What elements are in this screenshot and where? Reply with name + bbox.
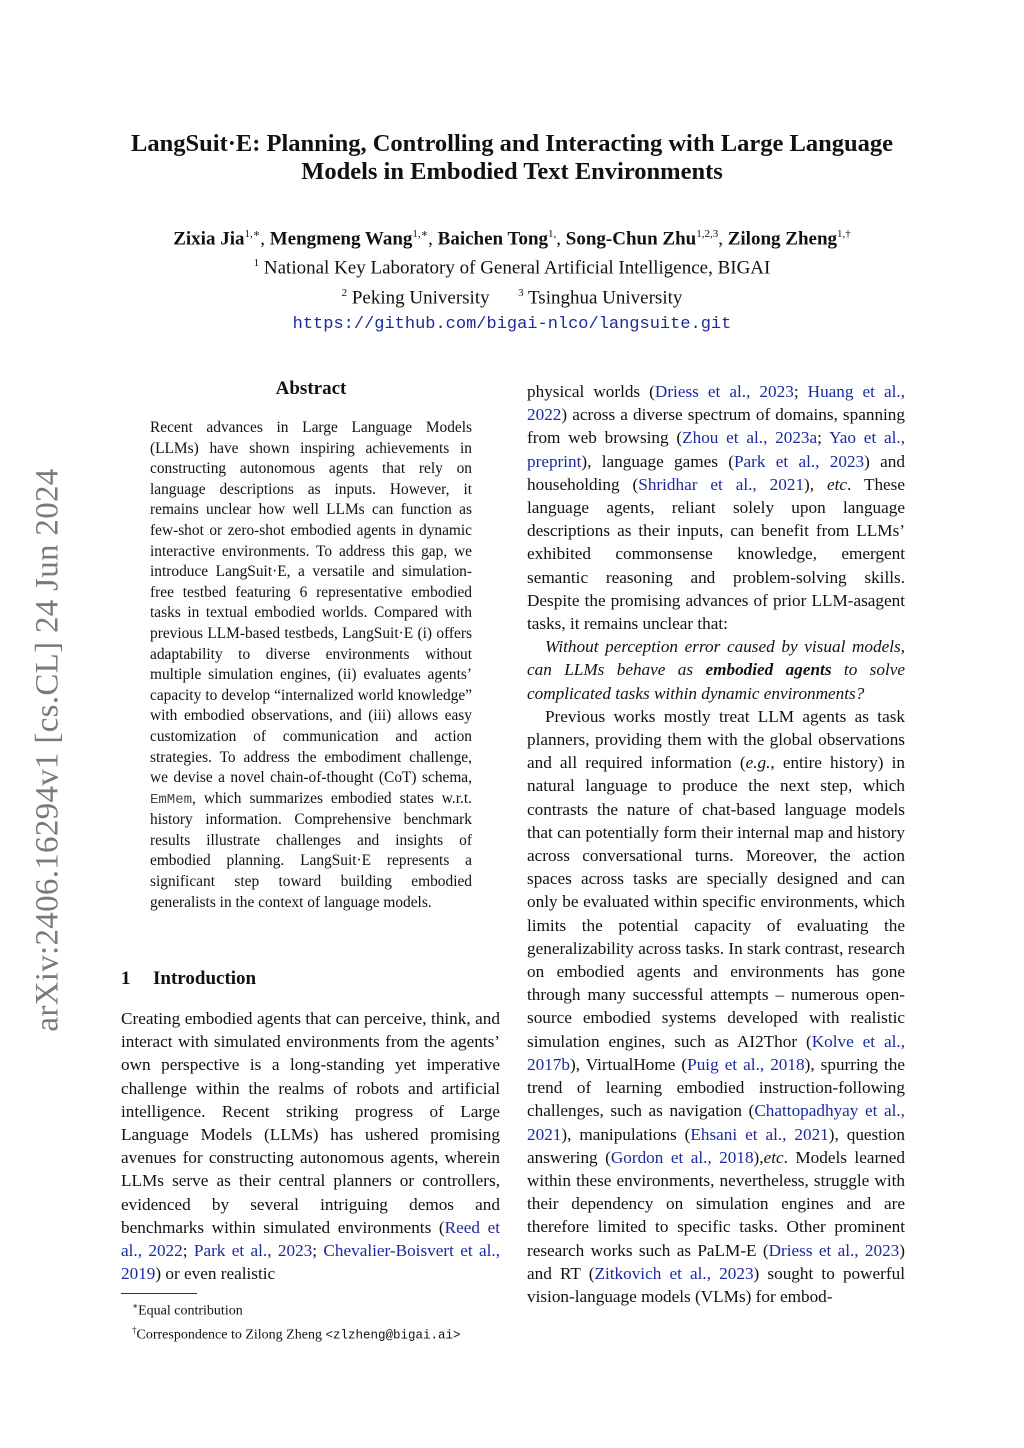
body-text: . These language agents, reliant solely upon language descriptions as their inputs, can benefit from LLMs’ exhibited commonsense knowledge, emergent semantic reasoning and problem-solving skills. Despite the promising advances of prior LLM-asagent tasks, it remains unclear that: xyxy=(527,474,906,634)
footnote-rule xyxy=(121,1293,197,1294)
body-text: ), question answering ( xyxy=(527,1124,905,1167)
research-question xyxy=(527,635,905,705)
author-name: Zilong Zheng xyxy=(727,228,838,250)
author-affil: 1,∗ xyxy=(244,228,261,240)
body-text: ), manipulations ( xyxy=(561,1124,691,1144)
author-name: Song-Chun Zhu xyxy=(565,228,697,250)
footnotes xyxy=(132,1297,460,1345)
affil-marker: 1 xyxy=(253,257,260,270)
paragraph xyxy=(527,705,905,1308)
body-text: Previous works mostly treat LLM agents as task planners, providing them with the global observations and all required information ( xyxy=(527,706,905,773)
paragraph xyxy=(527,380,905,635)
author-affil: 1, xyxy=(548,228,557,240)
affiliation-1 xyxy=(60,251,964,280)
body-text: ; xyxy=(182,1241,194,1261)
body-text: ), VirtualHome ( xyxy=(569,1054,688,1074)
abstract-text: Recent advances in Large Language Models (LLMs) have shown inspiring achievements in constructing autonomous agents that rely on language descriptions as inputs. However, it remains unclear how well LLMs can function as few-shot or zero-shot embodied agents in dynamic interactive environments. To address this gap, we introduce LangSuit·E, a versatile and simulation-free testbed featuring 6 representative embodied tasks in textual embodied worlds. Compared with previous LLM-based testbeds, LangSuit·E (i) offers adaptability to diverse environments without multiple simulation engines, (ii) evaluates agents’ capacity to develop “internalized world knowledge” with embodied observations, and (iii) allows easy customization of communication and action strategies. To address the embodiment challenge, we devise a novel chain-of-thought (CoT) schema, xyxy=(150,419,472,787)
body-text: ), xyxy=(753,1147,764,1167)
affil-text: Peking University xyxy=(351,286,490,308)
body-text: to solve complicated tasks within dynamic environments? xyxy=(527,660,905,703)
email-link[interactable]: <zlzheng@bigai.ai> xyxy=(325,1328,461,1343)
citation-link[interactable]: Reed et al., 2022 xyxy=(121,1217,500,1261)
code-term: EmMem xyxy=(150,791,193,808)
citation-link[interactable]: Zhou et al., 2023a xyxy=(682,428,818,448)
body-text: ) and householding ( xyxy=(527,451,905,494)
body-text: ; xyxy=(793,382,808,401)
affil-text: National Key Laboratory of General Artificial Intelligence, BIGAI xyxy=(263,257,771,279)
author-name: Mengmeng Wang xyxy=(269,228,413,250)
arxiv-id: arXiv:2406.16294v1 [cs.CL] 24 Jun 2024 xyxy=(29,468,66,1032)
emphasis: embodied agents xyxy=(705,660,832,680)
affil-marker: 2 xyxy=(341,286,348,299)
citation-link[interactable]: Zitkovich et al., 2023 xyxy=(594,1263,754,1283)
body-text: ) sought to powerful vision-language models (VLMs) for embod- xyxy=(527,1263,905,1306)
affil-marker: 3 xyxy=(518,286,524,299)
body-text: Creating embodied agents that can perceive, think, and interact with simulated environments from the agents’ own perspective is a long-standing yet imperative challenge within the realms of robots and artificial intelligence. Recent striking progress of Large Language Models (LLMs) has ushered promising avenues for constructing autonomous agents, wherein LLMs serve as their central planners or controllers, evidenced by several intriguing demos and benchmarks within simulated environments ( xyxy=(121,1009,500,1237)
intro-paragraph xyxy=(121,1007,500,1285)
footnote-marker: ∗ xyxy=(132,1301,139,1311)
author-affil: 1,∗ xyxy=(412,228,429,240)
body-text: e.g. xyxy=(745,753,771,773)
body-text: ), xyxy=(804,474,827,494)
abstract-text: , which summarizes embodied states w.r.t. history information. Comprehensive benchmark results illustrate challenges and insights of embodied planning. LangSuit·E represents a significant step toward building embodied generalists in the context of language models. xyxy=(150,789,472,911)
citation-link[interactable]: Puig et al., 2018 xyxy=(687,1054,805,1074)
section-title: Introduction xyxy=(153,968,257,989)
citation-link[interactable]: Ehsani et al., 2021 xyxy=(690,1124,829,1144)
footnote-marker: † xyxy=(132,1324,137,1335)
footnote-text: Correspondence to Zilong Zheng xyxy=(136,1327,326,1343)
footnote-2 xyxy=(132,1321,460,1346)
abstract-heading: Abstract xyxy=(275,378,347,399)
footnote-1 xyxy=(132,1297,460,1321)
body-text: ) and RT ( xyxy=(527,1240,905,1283)
affiliation-2-3 xyxy=(60,281,964,310)
body-text: Without perception error caused by visual models, can LLMs behave as xyxy=(527,637,905,680)
affil-text: Tsinghua University xyxy=(528,286,683,308)
body-text: , entire history) in natural language to produce the next step, which contrasts the nature of chat-based language models that can potentially form their internal map and history across conversational turns. Moreover, the action spaces across tasks are specially designed and can only be evaluated within specific environments, which limits the potential capacity of evaluating the generalizability across tasks. In stark contrast, research on embodied agents and environments has gone through many successful attempts – numerous open-source embodied systems developed with realistic simulation engines, such as AI2Thor ( xyxy=(527,753,905,1051)
citation-link[interactable]: Park et al., 2023 xyxy=(193,1241,313,1261)
citation-link[interactable]: Driess et al., 2023 xyxy=(768,1240,900,1260)
body-text: ) or even realistic xyxy=(155,1264,276,1284)
body-text: . Models learned within these environments, nevertheless, struggle with their dependency on simulation engines and are therefore limited to specific tasks. Other prominent research works such as PaLM-E ( xyxy=(527,1147,905,1260)
body-text: ), spurring the trend of learning embodied instruction-following challenges, such as navigation ( xyxy=(527,1054,905,1121)
body-text: ), language games ( xyxy=(581,451,734,471)
citation-link[interactable]: Shridhar et al., 2021 xyxy=(638,474,805,494)
citation-link[interactable]: Chevalier-Boisvert et al., 2019 xyxy=(121,1241,500,1284)
citation-link[interactable]: Park et al., 2023 xyxy=(733,451,865,471)
body-text: ; xyxy=(817,428,830,448)
author-name: Baichen Tong xyxy=(437,228,549,250)
body-text: etc xyxy=(763,1147,784,1167)
author-name: Zixia Jia xyxy=(173,228,245,250)
body-text: physical worlds ( xyxy=(527,382,655,401)
body-text: etc xyxy=(827,474,848,494)
citation-link[interactable]: Yao et al., preprint xyxy=(527,428,906,471)
author-affil: 1,2,3 xyxy=(696,228,719,240)
footnote-text: Equal contribution xyxy=(138,1303,243,1319)
body-text: ; xyxy=(312,1241,324,1261)
author-affil: 1,† xyxy=(837,228,851,240)
section-number: 1 xyxy=(121,968,131,989)
author-list: Zixia Jia$^{1,∗}$, Mengmeng Wang$^{1,∗}$, Baichen Tong$^{1,}$, Song-Chun Zhu$^{1,2,3}$, Zilong Zheng$^{1,\dagger}$ xyxy=(173,228,851,250)
citation-link[interactable]: Kolve et al., 2017b xyxy=(527,1031,906,1074)
body-text: ) across a diverse spectrum of domains, spanning from web browsing ( xyxy=(527,405,905,448)
section-heading xyxy=(121,968,256,990)
citation-link[interactable]: Huang et al., 2022 xyxy=(527,382,906,425)
paper-title: LangSuit·E: Planning, Controlling and Interacting with Large Language Models in Embodied Text Environments xyxy=(131,130,893,185)
citation-link[interactable]: Gordon et al., 2018 xyxy=(610,1147,754,1167)
author-block xyxy=(60,222,964,337)
right-column xyxy=(527,380,905,1308)
citation-link[interactable]: Driess et al., 2023 xyxy=(654,382,794,401)
repo-link[interactable]: https://github.com/bigai-nlco/langsuite.git xyxy=(292,314,732,334)
citation-link[interactable]: Chattopadhyay et al., 2021 xyxy=(527,1101,905,1144)
abstract-body xyxy=(150,418,472,913)
arxiv-stamp xyxy=(28,400,68,1100)
